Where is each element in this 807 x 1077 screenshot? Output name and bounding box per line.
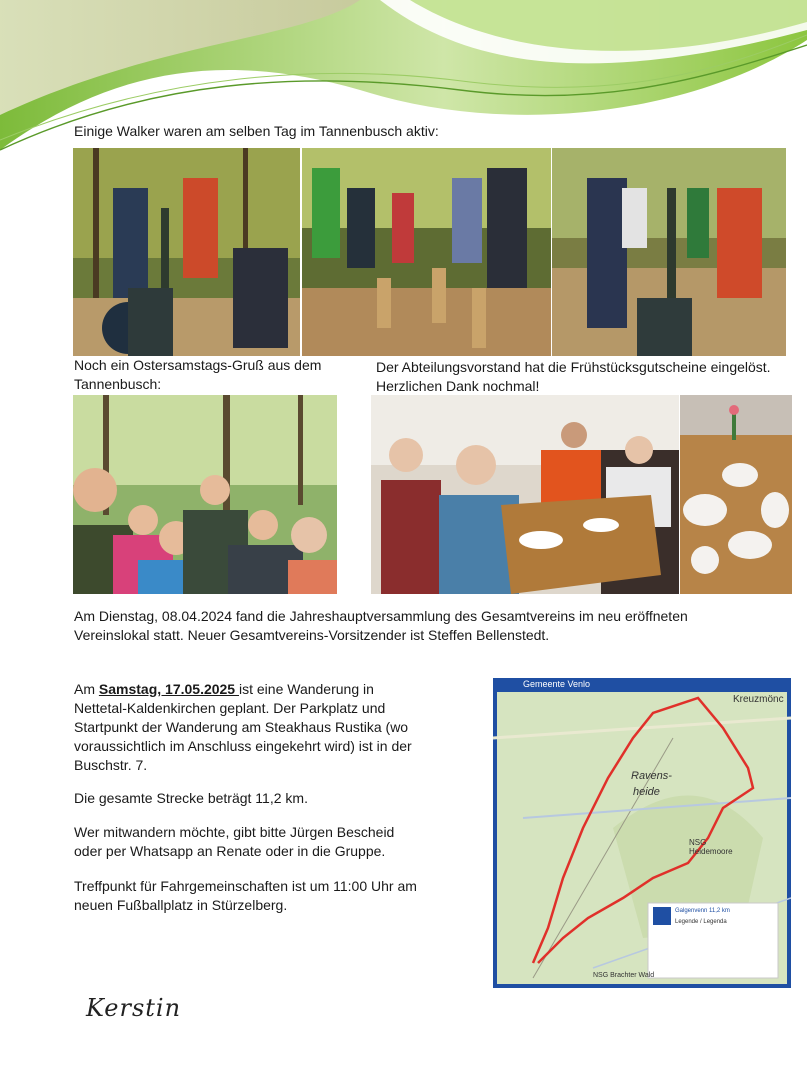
walker-caption: Einige Walker waren am selben Tag im Tannenbusch aktiv:	[74, 123, 439, 139]
board-caption: Der Abteilungsvorstand hat die Frühstücksgutscheine eingelöst. Herzlichen Dank nochmal!	[376, 359, 771, 394]
map-place-label: Kreuzmönc	[733, 694, 784, 705]
map-heath-label-1: Ravens-	[631, 770, 672, 782]
hike-meetup: Treffpunkt für Fahrgemeinschaften ist um 11:00 Uhr am neuen Fußballplatz in Stürzelberg.	[74, 878, 417, 913]
easter-group-photo	[73, 395, 337, 594]
hike-intro-pre: Am	[74, 681, 99, 697]
hike-distance: Die gesamte Strecke beträgt 11,2 km.	[74, 790, 308, 806]
walker-photo-3	[552, 148, 786, 356]
breakfast-photo-plates	[680, 395, 792, 594]
map-nsg-label: NSG	[689, 838, 707, 847]
breakfast-photo-table	[371, 395, 679, 594]
map-route-name: Galgenvenn 11,2 km	[675, 908, 730, 914]
hike-date: Samstag, 17.05.2025	[98, 681, 239, 697]
map-heath-label-2: heide	[633, 786, 660, 798]
map-bottom-label: NSG Brachter Wald	[593, 972, 655, 979]
walker-photo-1	[73, 148, 300, 356]
walker-photo-2	[302, 148, 551, 356]
map-municipality-label: Gemeente Venlo	[523, 679, 591, 689]
hike-signup: Wer mitwandern möchte, gibt bitte Jürgen Bescheid oder per Whatsapp an Renate oder in die Gruppe.	[74, 824, 395, 859]
hike-intro	[74, 680, 426, 775]
route-map	[493, 678, 791, 988]
map-nsg-name: Heidemoore	[689, 847, 733, 856]
hike-intro-post: ist eine Wanderung in Nettetal-Kaldenkirchen geplant. Der Parkplatz und Startpunkt der Wanderung am Steakhaus Rustika (wo voraussichtlich im Anschluss eingekehrt wird) ist in der Buschstr. 7.	[74, 681, 412, 773]
map-legend-title: Legende / Legenda	[675, 919, 727, 925]
easter-caption: Noch ein Ostersamstags-Gruß aus dem Tannenbusch:	[74, 357, 322, 392]
assembly-text: Am Dienstag, 08.04.2024 fand die Jahreshauptversammlung des Gesamtvereins im neu eröffneten Vereinslokal statt. Neuer Gesamtvereins-Vorsitzender ist Steffen Bellenstedt.	[74, 608, 688, 643]
signature: Kerstin	[86, 994, 182, 1022]
